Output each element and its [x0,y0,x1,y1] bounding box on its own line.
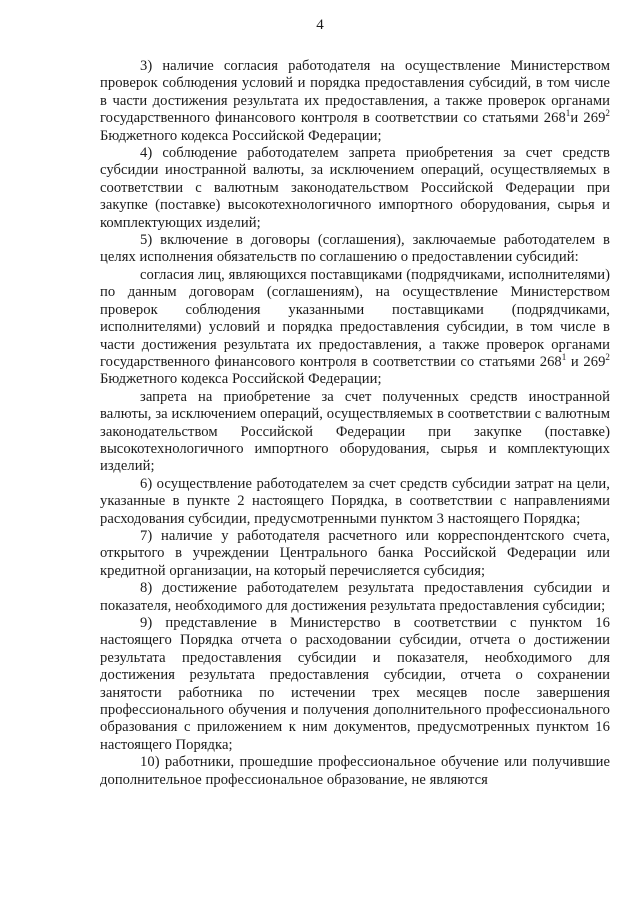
paragraph-text: Бюджетного кодекса Российской Федерации; [100,127,382,144]
paragraph-4: 4) соблюдение работодателем запрета приобретения за счет средств субсидии иностранной валюты, за исключением операций, осуществляемых в соответствии с валютным законодательством Российской Федерации при закупке (поставке) высокотехнологичного импортного оборудования, сырья и комплектующих изделий; [100,145,610,231]
paragraph-7: 7) наличие у работодателя расчетного или корреспондентского счета, открытого в учреждении Центрального банка Российской Федерации или кредитной организации, на который перечисляется субсидия; [100,527,610,579]
paragraph-text: Бюджетного кодекса Российской Федерации; [100,371,382,388]
document-body [100,58,610,789]
superscript: 1 [565,108,571,119]
paragraph-5: 5) включение в договоры (соглашения), заключаемые работодателем в целях исполнения обязательств по соглашению о предоставлении субсидий: [100,232,610,266]
paragraph-8: 8) достижение работодателем результата предоставления субсидии и показателя, необходимого для достижения результата предоставления субсидии; [100,580,610,614]
superscript: 2 [605,352,610,363]
paragraph-9: 9) представление в Министерство в соответствии с пунктом 16 настоящего Порядка отчета о расходовании субсидии, отчета о достижении результата предоставления субсидии и показателя, необходимого для достижения результата предоставления субсидии, отчета о сохранении занятости работника по истечении трех месяцев после завершения профессионального обучения и получения дополнительного профессионального образования с приложением к ним документов, предусмотренных пунктом 16 настоящего Порядка; [100,615,610,753]
superscript: 2 [605,108,610,119]
page-number: 4 [316,17,324,33]
paragraph-3 [100,58,610,145]
paragraph-6: 6) осуществление работодателем за счет средств субсидии затрат на цели, указанные в пункте 2 настоящего Порядка, в соответствии с направлениями расходования субсидии, предусмотренными пунктом 3 настоящего Порядка; [100,475,610,527]
paragraph-5-prohibition: запрета на приобретение за счет полученных средств иностранной валюты, за исключением операций, осуществляемых в соответствии с валютным законодательством Российской Федерации при закупке (поставке) высокотехнологичного импортного оборудования, сырья и комплектующих изделий; [100,388,610,475]
paragraph-text: и 269 [570,110,606,127]
superscript: 1 [561,352,567,363]
paragraph-text: 3) наличие согласия работодателя на осуществление Министерством проверок соблюдения условий и порядка предоставления субсидий, в том числе в части достижения результата их предоставления, а также проверок органами государственного финансового контроля в соответствии со статьями 268 [100,58,610,127]
paragraph-text: и 269 [566,353,606,370]
paragraph-5-consent [100,267,610,389]
paragraph-text: согласия лиц, являющихся поставщиками (подрядчиками, исполнителями) по данным договорам (соглашениям), на осуществление Министерством проверок соблюдения указанными поставщиками (подрядчиками, исполнителями) условий и порядка предоставления субсидии, в том числе в части достижения результата их предоставления, а также проверок органами государственного финансового контроля в соответствии со статьями 268 [100,266,610,370]
paragraph-10: 10) работники, прошедшие профессиональное обучение или получившие дополнительное профессиональное образование, не являются [100,754,610,788]
